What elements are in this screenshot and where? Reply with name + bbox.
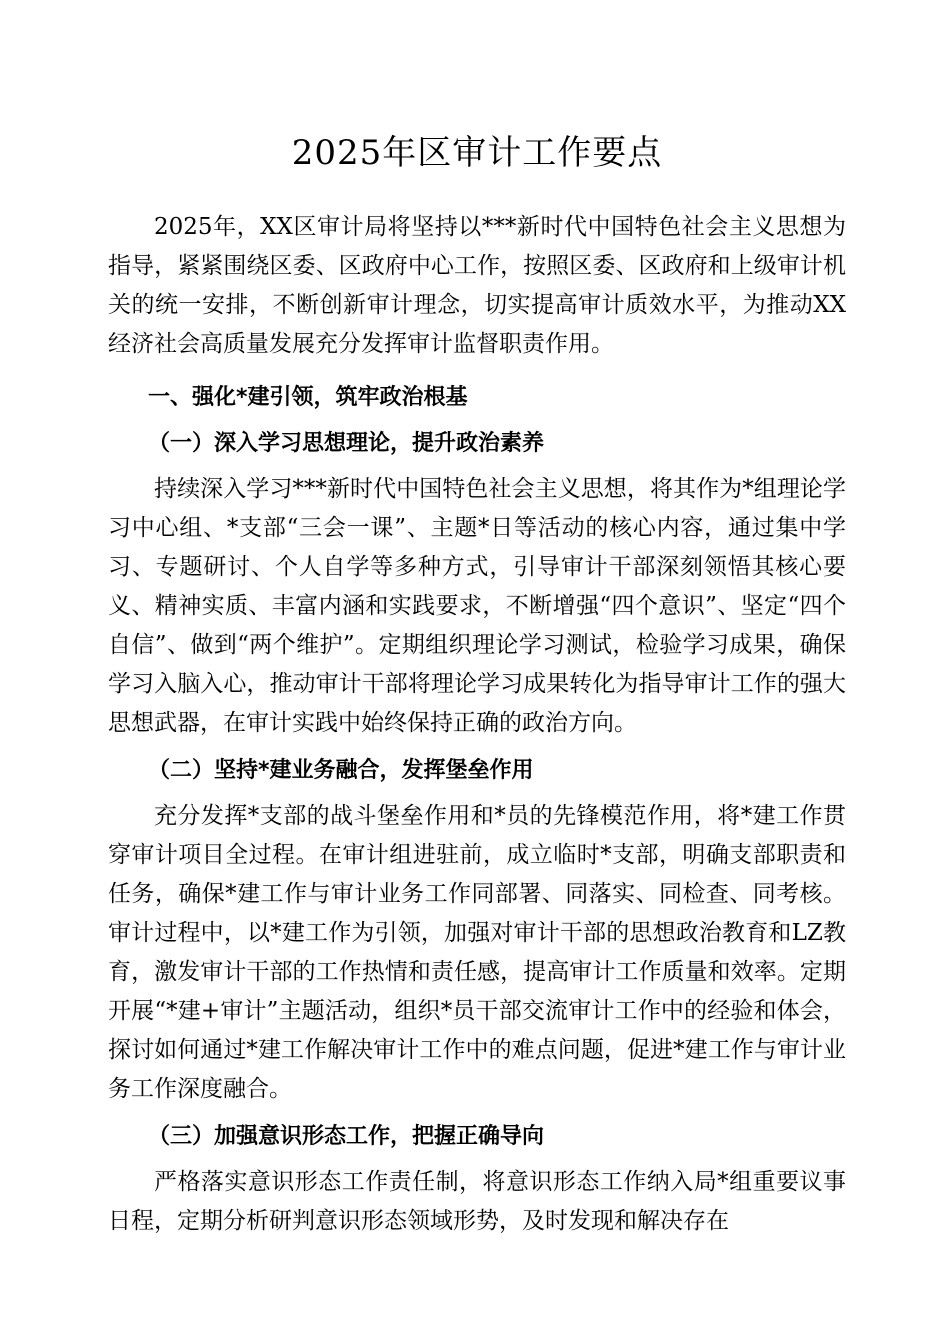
section-heading-1: 一、强化*建引领，筑牢政治根基 bbox=[148, 385, 468, 410]
subsection-body-3: 严格落实意识形态工作责任制，将意识形态工作纳入局*组重要议事日程，定期分析研判意识形态领域形势，及时发现和解决存在 bbox=[108, 1169, 846, 1234]
document-title: 2025年区审计工作要点 bbox=[291, 133, 663, 173]
intro-paragraph: 2025年，XX区审计局将坚持以***新时代中国特色社会主义思想为指导，紧紧围绕区委、区政府中心工作，按照区委、区政府和上级审计机关的统一安排，不断创新审计理念，切实提高审计质效水平，为推动XX经济社会高质量发展充分发挥审计监督职责作用。 bbox=[108, 214, 846, 357]
subsection-heading-2: （二）坚持*建业务融合，发挥堡垒作用 bbox=[148, 758, 534, 783]
subsection-body-1: 持续深入学习***新时代中国特色社会主义思想，将其作为*组理论学习中心组、*支部“三会一课”、主题*日等活动的核心内容，通过集中学习、专题研讨、个人自学等多种方式，引导审计干部深刻领悟其核心要义、精神实质、丰富内涵和实践要求，不断增强“四个意识”、坚定“四个自信”、做到“两个维护”。定期组织理论学习测试，检验学习成果，确保学习入脑入心，推动审计干部将理论学习成果转化为指导审计工作的强大思想武器，在审计实践中始终保持正确的政治方向。 bbox=[108, 476, 846, 736]
document-page bbox=[108, 128, 846, 1241]
subsection-heading-1: （一）深入学习思想理论，提升政治素养 bbox=[148, 431, 545, 456]
subsection-body-2: 充分发挥*支部的战斗堡垒作用和*员的先锋模范作用，将*建工作贯穿审计项目全过程。在审计组进驻前，成立临时*支部，明确支部职责和任务，确保*建工作与审计业务工作同部署、同落实、同检查、同考核。审计过程中，以*建工作为引领，加强对审计干部的思想政治教育和LZ教育，激发审计干部的工作热情和责任感，提高审计工作质量和效率。定期开展“*建+审计”主题活动，组织*员干部交流审计工作中的经验和体会，探讨如何通过*建工作解决审计工作中的难点问题，促进*建工作与审计业务工作深度融合。 bbox=[108, 803, 846, 1102]
subsection-heading-3: （三）加强意识形态工作，把握正确导向 bbox=[148, 1124, 545, 1149]
